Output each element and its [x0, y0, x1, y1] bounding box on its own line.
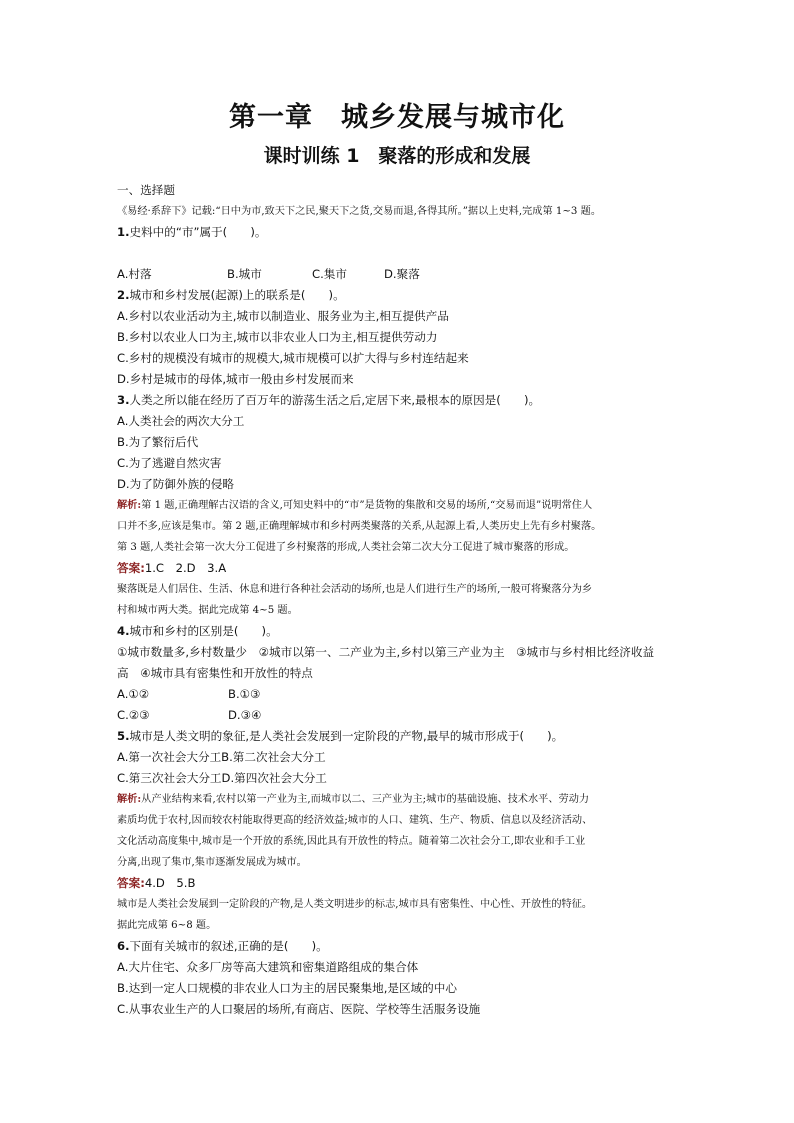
- answer-label: 答案:: [117, 561, 145, 575]
- question-2: [117, 285, 677, 306]
- question-stem: 城市和乡村发展(起源)上的联系是( )。: [129, 288, 345, 302]
- intro-1-3: 《易经·系辞下》记载:“日中为市,致天下之民,聚天下之货,交易而退,各得其所。”据以上史料,完成第 1~3 题。: [117, 206, 602, 217]
- analysis-text: 分离,出现了集市,集市逐渐发展成为城市。: [117, 857, 307, 868]
- intro-4-5: 村和城市两大类。据此完成第 4~5 题。: [117, 605, 298, 616]
- question-number: 5.: [117, 729, 130, 743]
- question-6: [117, 936, 677, 957]
- analysis-text: 第 3 题,人类社会第一次大分工促进了乡村聚落的形成,人类社会第二次大分工促进了城市聚落的形成。: [117, 542, 575, 553]
- option-b: B.为了繁衍后代: [117, 435, 199, 449]
- analysis-label: 解析:: [117, 499, 142, 511]
- question-1: [117, 222, 677, 243]
- option-cd: C.第三次社会大分工D.第四次社会大分工: [117, 771, 327, 785]
- option-b: B.城市: [227, 267, 262, 281]
- option-c: C.乡村的规模没有城市的规模大,城市规模可以扩大得与乡村连结起来: [117, 351, 469, 365]
- analysis-4-5: [117, 789, 677, 810]
- section-title: 一、选择题: [117, 183, 175, 197]
- option-c: C.从事农业生产的人口聚居的场所,有商店、医院、学校等生活服务设施: [117, 1002, 481, 1016]
- chapter-title: 第一章 城乡发展与城市化: [229, 102, 565, 133]
- answer-label: 答案:: [117, 876, 145, 890]
- q4-options-row-2: [117, 705, 677, 726]
- question-stem: 下面有关城市的叙述,正确的是( )。: [129, 939, 328, 953]
- question-stem: 城市是人类文明的象征,是人类社会发展到一定阶段的产物,最早的城市形成于( )。: [129, 729, 564, 743]
- analysis-text: 第 1 题,正确理解古汉语的含义,可知史料中的“市”是货物的集散和交易的场所,“交易而退”说明常住人: [141, 500, 593, 511]
- option-b: B.达到一定人口规模的非农业人口为主的居民聚集地,是区域的中心: [117, 981, 457, 995]
- question-stem: 人类之所以能在经历了百万年的游荡生活之后,定居下来,最根本的原因是( )。: [129, 393, 541, 407]
- option-c: C.集市: [312, 267, 347, 281]
- spacer: [117, 243, 677, 264]
- analysis-1-3: [117, 495, 677, 516]
- option-ab: A.第一次社会大分工B.第二次社会大分工: [117, 750, 326, 764]
- q4-options-row-1: [117, 684, 677, 705]
- option-a: A.人类社会的两次大分工: [117, 414, 245, 428]
- option-a: A.①②: [117, 687, 150, 701]
- option-d: D.聚落: [384, 267, 420, 281]
- q4-statements: 高 ④城市具有密集性和开放性的特点: [117, 666, 313, 680]
- option-a: A.大片住宅、众多厂房等高大建筑和密集道路组成的集合体: [117, 960, 419, 974]
- option-d: D.为了防御外族的侵略: [117, 477, 234, 491]
- q4-statements: ①城市数量多,乡村数量少 ②城市以第一、二产业为主,乡村以第三产业为主 ③城市与乡村相比经济收益: [117, 645, 655, 659]
- option-b: B.乡村以农业人口为主,城市以非农业人口为主,相互提供劳动力: [117, 330, 438, 344]
- lesson-title: 课时训练 1 聚落的形成和发展: [263, 145, 531, 167]
- question-3: [117, 390, 677, 411]
- analysis-text: 口并不多,应该是集市。第 2 题,正确理解城市和乡村两类聚落的关系,从起源上看,人类历史上先有乡村聚落。: [117, 521, 602, 532]
- question-number: 6.: [117, 939, 130, 953]
- option-c: C.为了逃避自然灾害: [117, 456, 222, 470]
- question-number: 2.: [117, 288, 130, 302]
- answer-text: 4.D 5.B: [144, 876, 196, 890]
- option-d: D.乡村是城市的母体,城市一般由乡村发展而来: [117, 372, 354, 386]
- option-d: D.③④: [228, 708, 262, 722]
- option-b: B.①③: [228, 687, 261, 701]
- analysis-label: 解析:: [117, 793, 142, 805]
- analysis-text: 素质均优于农村,因而较农村能取得更高的经济效益;城市的人口、建筑、生产、物质、信息以及经济活动、: [117, 815, 593, 826]
- document-content: [117, 100, 677, 1020]
- answer-text: 1.C 2.D 3.A: [144, 561, 227, 575]
- analysis-text: 从产业结构来看,农村以第一产业为主,而城市以二、三产业为主;城市的基础设施、技术水平、劳动力: [141, 794, 590, 805]
- intro-6-8: 据此完成第 6~8 题。: [117, 920, 217, 931]
- answer-1-3: [117, 558, 677, 579]
- question-4: [117, 621, 677, 642]
- intro-4-5: 聚落既是人们居住、生活、休息和进行各种社会活动的场所,也是人们进行生产的场所,一般可将聚落分为乡: [117, 584, 593, 595]
- option-c: C.②③: [117, 708, 150, 722]
- option-a: A.村落: [117, 267, 152, 281]
- answer-4-5: [117, 873, 677, 894]
- question-stem: 城市和乡村的区别是( )。: [129, 624, 278, 638]
- option-a: A.乡村以农业活动为主,城市以制造业、服务业为主,相互提供产品: [117, 309, 449, 323]
- intro-6-8: 城市是人类社会发展到一定阶段的产物,是人类文明进步的标志,城市具有密集性、中心性、开放性的特征。: [117, 899, 593, 910]
- question-number: 1.: [117, 225, 130, 239]
- q1-options: [117, 264, 677, 285]
- question-stem: 史料中的“市”属于( )。: [129, 225, 267, 239]
- question-number: 4.: [117, 624, 130, 638]
- question-5: [117, 726, 677, 747]
- analysis-text: 文化活动高度集中,城市是一个开放的系统,因此具有开放性的特点。随着第二次社会分工,即农业和手工业: [117, 836, 586, 847]
- question-number: 3.: [117, 393, 130, 407]
